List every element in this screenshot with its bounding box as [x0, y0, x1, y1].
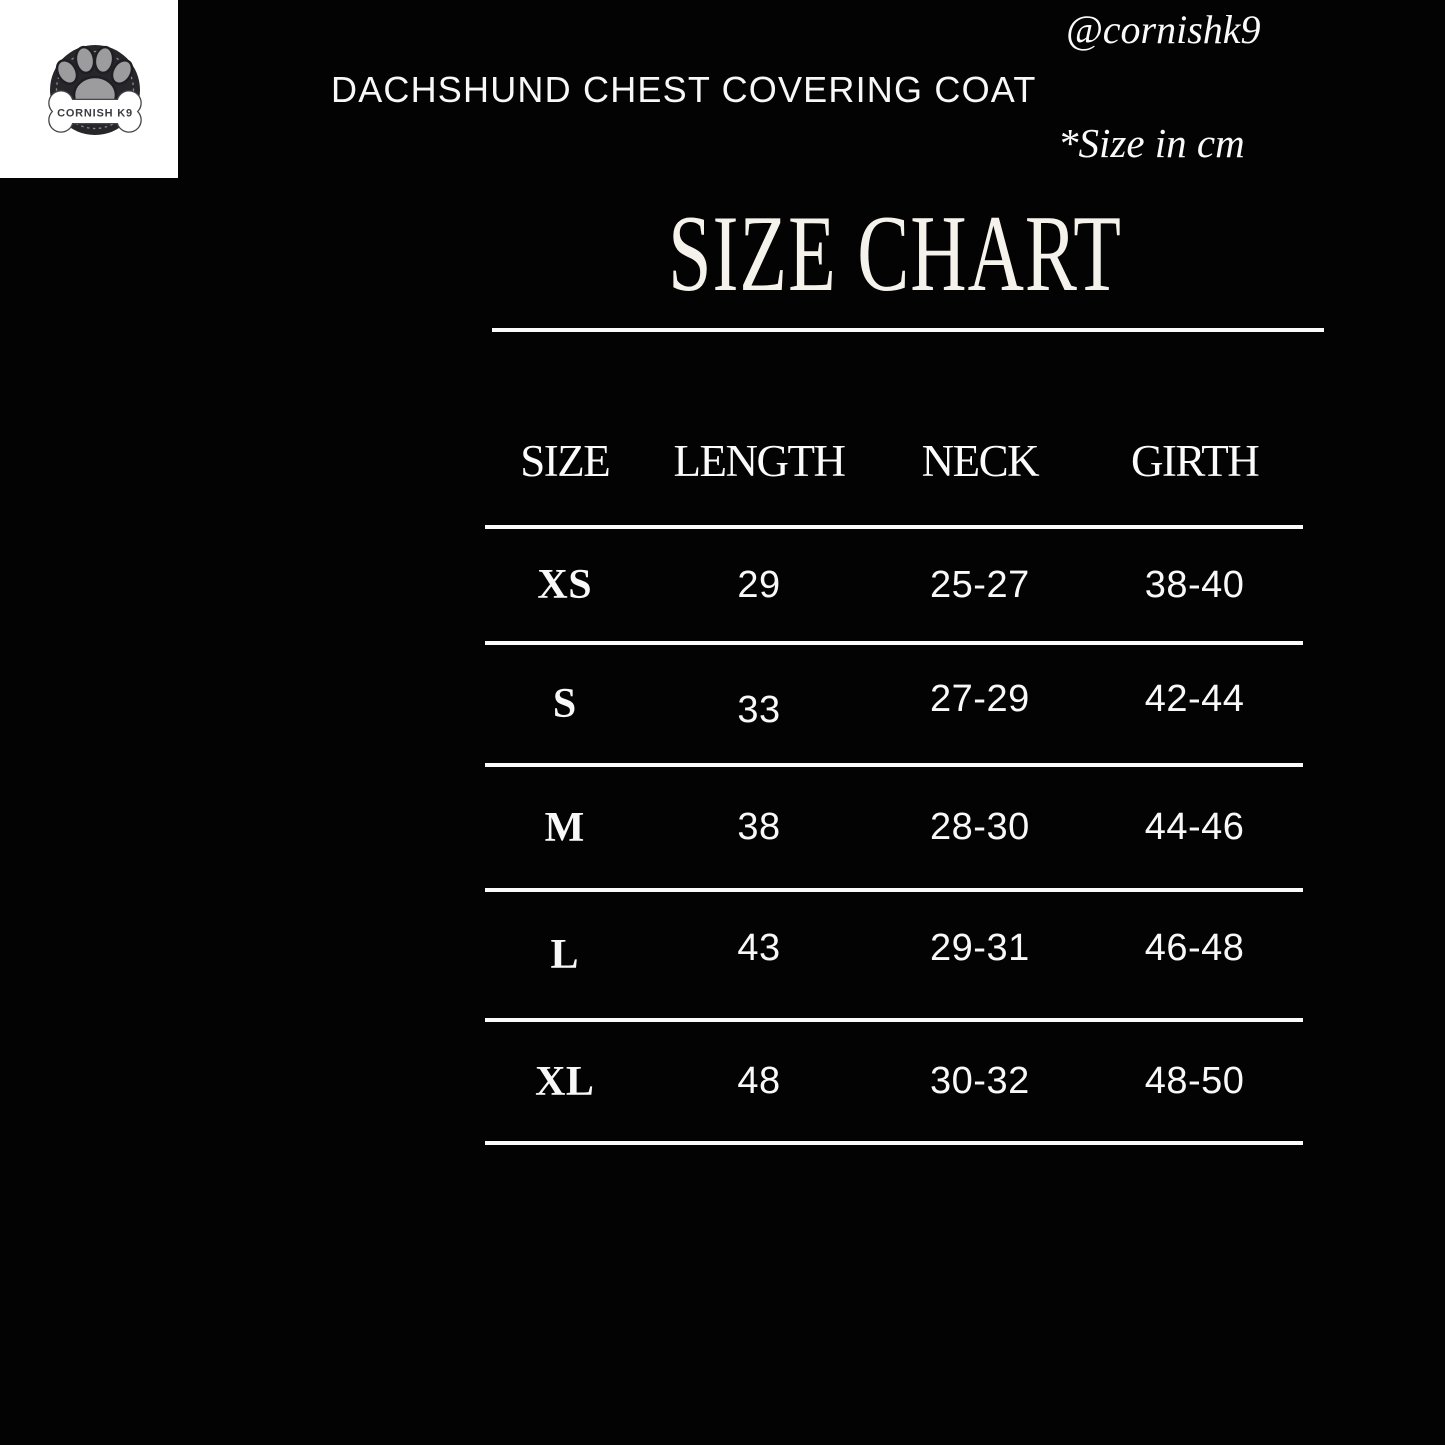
- size-cell-text: M: [544, 804, 585, 851]
- column-header-length-text: LENGTH: [673, 436, 845, 486]
- logo-wordmark: CORNISH K9: [57, 107, 133, 120]
- size-cell-text: L: [550, 932, 579, 978]
- table-row-xl: [485, 1022, 1303, 1141]
- column-header-girth-text: GIRTH: [1130, 436, 1259, 486]
- size-chart-heading: SIZE CHART: [668, 192, 1122, 314]
- girth-cell: [1086, 529, 1303, 641]
- girth-cell-text: 44-46: [1144, 806, 1245, 848]
- length-cell: [645, 651, 874, 769]
- neck-cell-text: 27-29: [930, 677, 1030, 720]
- size-cell: [485, 529, 645, 641]
- girth-cell-text: 42-44: [1144, 677, 1245, 720]
- table-row-s: [485, 645, 1303, 763]
- length-cell-text: 33: [737, 688, 781, 731]
- length-cell-text: 43: [737, 926, 781, 969]
- girth-cell-text: 46-48: [1144, 926, 1245, 969]
- girth-cell: [1086, 1022, 1303, 1141]
- length-cell-text: 48: [737, 1060, 781, 1102]
- paw-bone-logo-icon: [0, 0, 178, 178]
- neck-cell-text: 29-31: [930, 926, 1030, 969]
- neck-cell: [874, 1022, 1087, 1141]
- neck-cell: [874, 767, 1087, 888]
- brand-logo: [0, 0, 178, 178]
- size-cell: [485, 767, 645, 888]
- girth-cell-text: 38-40: [1144, 563, 1245, 606]
- length-cell: [645, 1022, 874, 1141]
- column-header-neck-text: NECK: [921, 436, 1039, 486]
- girth-cell-text: 48-50: [1144, 1060, 1245, 1102]
- girth-cell: [1086, 885, 1303, 1011]
- size-cell-text: S: [552, 681, 577, 727]
- length-cell-text: 29: [737, 563, 781, 606]
- column-header-length: [645, 332, 874, 525]
- neck-cell-text: 25-27: [930, 563, 1030, 606]
- length-cell-text: 38: [737, 806, 781, 848]
- column-header-size: [485, 332, 645, 525]
- size-cell-text: XS: [537, 562, 593, 608]
- neck-cell: [874, 529, 1087, 641]
- size-cell: [485, 1022, 645, 1141]
- divider-line: [485, 1141, 1303, 1145]
- length-cell: [645, 885, 874, 1011]
- instagram-handle: @cornishk9: [1066, 7, 1261, 52]
- neck-cell-text: 28-30: [930, 806, 1030, 848]
- column-header-size-text: SIZE: [520, 436, 610, 486]
- column-header-girth: [1086, 332, 1303, 525]
- table-row-l: [485, 892, 1303, 1018]
- size-table: [485, 328, 1303, 1145]
- size-cell: [485, 892, 645, 1018]
- table-row-xs: [485, 529, 1303, 641]
- table-header-row: [485, 332, 1303, 525]
- unit-note: *Size in cm: [1058, 120, 1245, 166]
- girth-cell: [1086, 767, 1303, 888]
- neck-cell: [874, 885, 1087, 1011]
- product-title: DACHSHUND CHEST COVERING COAT: [331, 69, 1037, 110]
- table-row-m: [485, 767, 1303, 888]
- neck-cell-text: 30-32: [930, 1060, 1030, 1102]
- size-cell: [485, 645, 645, 763]
- neck-cell: [874, 640, 1087, 758]
- column-header-neck: [874, 332, 1087, 525]
- length-cell: [645, 529, 874, 641]
- girth-cell: [1086, 640, 1303, 758]
- size-cell-text: XL: [535, 1058, 595, 1105]
- length-cell: [645, 767, 874, 888]
